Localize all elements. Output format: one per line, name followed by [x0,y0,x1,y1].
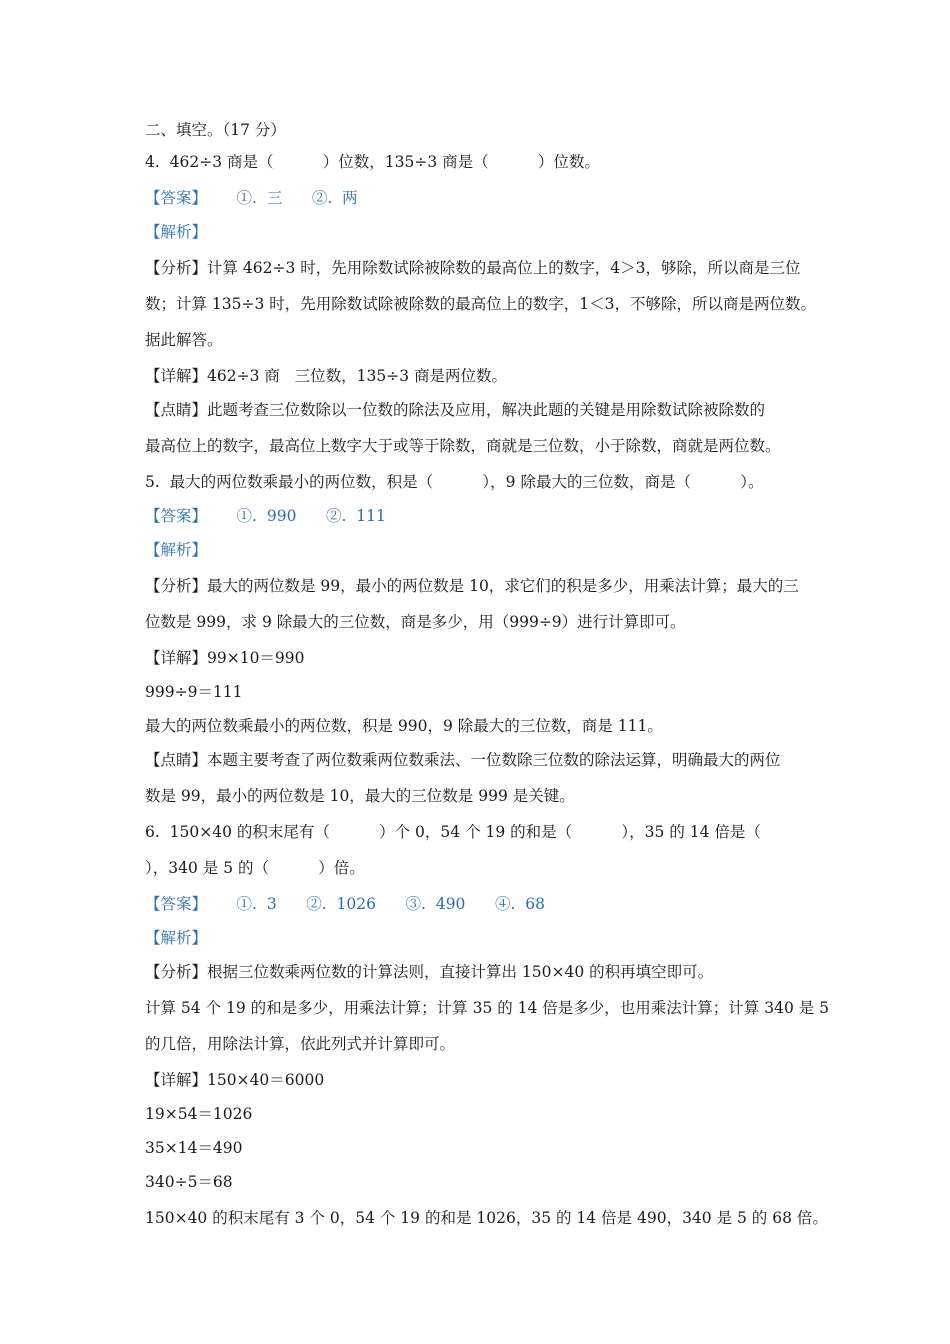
text-line: 【解析】 [145,541,208,559]
text-line: 计算 54 个 19 的和是多少，用乘法计算；计算 35 的 14 倍是多少，也用乘法计算；计算 340 是 5 [145,999,830,1017]
text-line: 据此解答。 [145,331,223,349]
text-line: 35×14＝490 [145,1139,243,1157]
text-line: 150×40 的积末尾有 3 个 0，54 个 19 的和是 1026，35 的 14 倍是 490，340 是 5 的 68 倍。 [145,1209,828,1227]
text-line: 【详解】99×10＝990 [145,649,305,667]
text-line: 6. 150×40 的积末尾有（ ）个 0，54 个 19 的和是（ ），35 的 14 倍是（ [145,823,761,841]
text-line: 999÷9＝111 [145,683,243,701]
text-line: 19×54＝1026 [145,1105,253,1123]
text-line: 【解析】 [145,929,208,947]
text-line: 【答案】 ①. 3 ②. 1026 ③. 490 ④. 68 [145,895,545,913]
text-line: 最高位上的数字，最高位上数字大于或等于除数，商就是三位数，小于除数，商就是两位数。 [145,437,781,455]
text-line: 位数是 999，求 9 除最大的三位数，商是多少，用（999÷9）进行计算即可。 [145,613,686,631]
text-line: 5. 最大的两位数乘最小的两位数，积是（ ），9 除最大的三位数，商是（ ）。 [145,473,764,491]
text-line: 【详解】150×40＝6000 [145,1071,325,1089]
text-line: 【点睛】本题主要考查了两位数乘两位数乘法、一位数除三位数的除法运算，明确最大的两位 [145,751,781,769]
text-line: 数是 99，最小的两位数是 10，最大的三位数是 999 是关键。 [145,787,575,805]
text-line: 最大的两位数乘最小的两位数，积是 990，9 除最大的三位数，商是 111。 [145,717,663,735]
text-line: 【分析】根据三位数乘两位数的计算法则，直接计算出 150×40 的积再填空即可。 [145,963,714,981]
text-line: 【答案】 ①. 990 ②. 111 [145,507,386,525]
text-line: 二、填空。（17 分） [145,121,286,139]
text-line: 的几倍，用除法计算，依此列式并计算即可。 [145,1035,456,1053]
text-line: ），340 是 5 的（ ）倍。 [145,859,365,877]
text-line: 数；计算 135÷3 时，先用除数试除被除数的最高位上的数字，1＜3，不够除，所以商是两位数。 [145,295,817,313]
text-line: 【分析】计算 462÷3 时，先用除数试除被除数的最高位上的数字，4＞3，够除，所以商是三位 [145,259,801,277]
text-line: 【分析】最大的两位数是 99，最小的两位数是 10，求它们的积是多少，用乘法计算；最大的三 [145,577,799,595]
text-line: 340÷5＝68 [145,1173,233,1191]
text-line: 【解析】 [145,223,208,241]
text-line: 【详解】462÷3 商 三位数，135÷3 商是两位数。 [145,367,508,385]
text-line: 4. 462÷3 商是（ ）位数，135÷3 商是（ ）位数。 [145,153,600,171]
text-line: 【答案】 ①. 三 ②. 两 [145,189,358,207]
text-line: 【点睛】此题考查三位数除以一位数的除法及应用，解决此题的关键是用除数试除被除数的 [145,401,766,419]
